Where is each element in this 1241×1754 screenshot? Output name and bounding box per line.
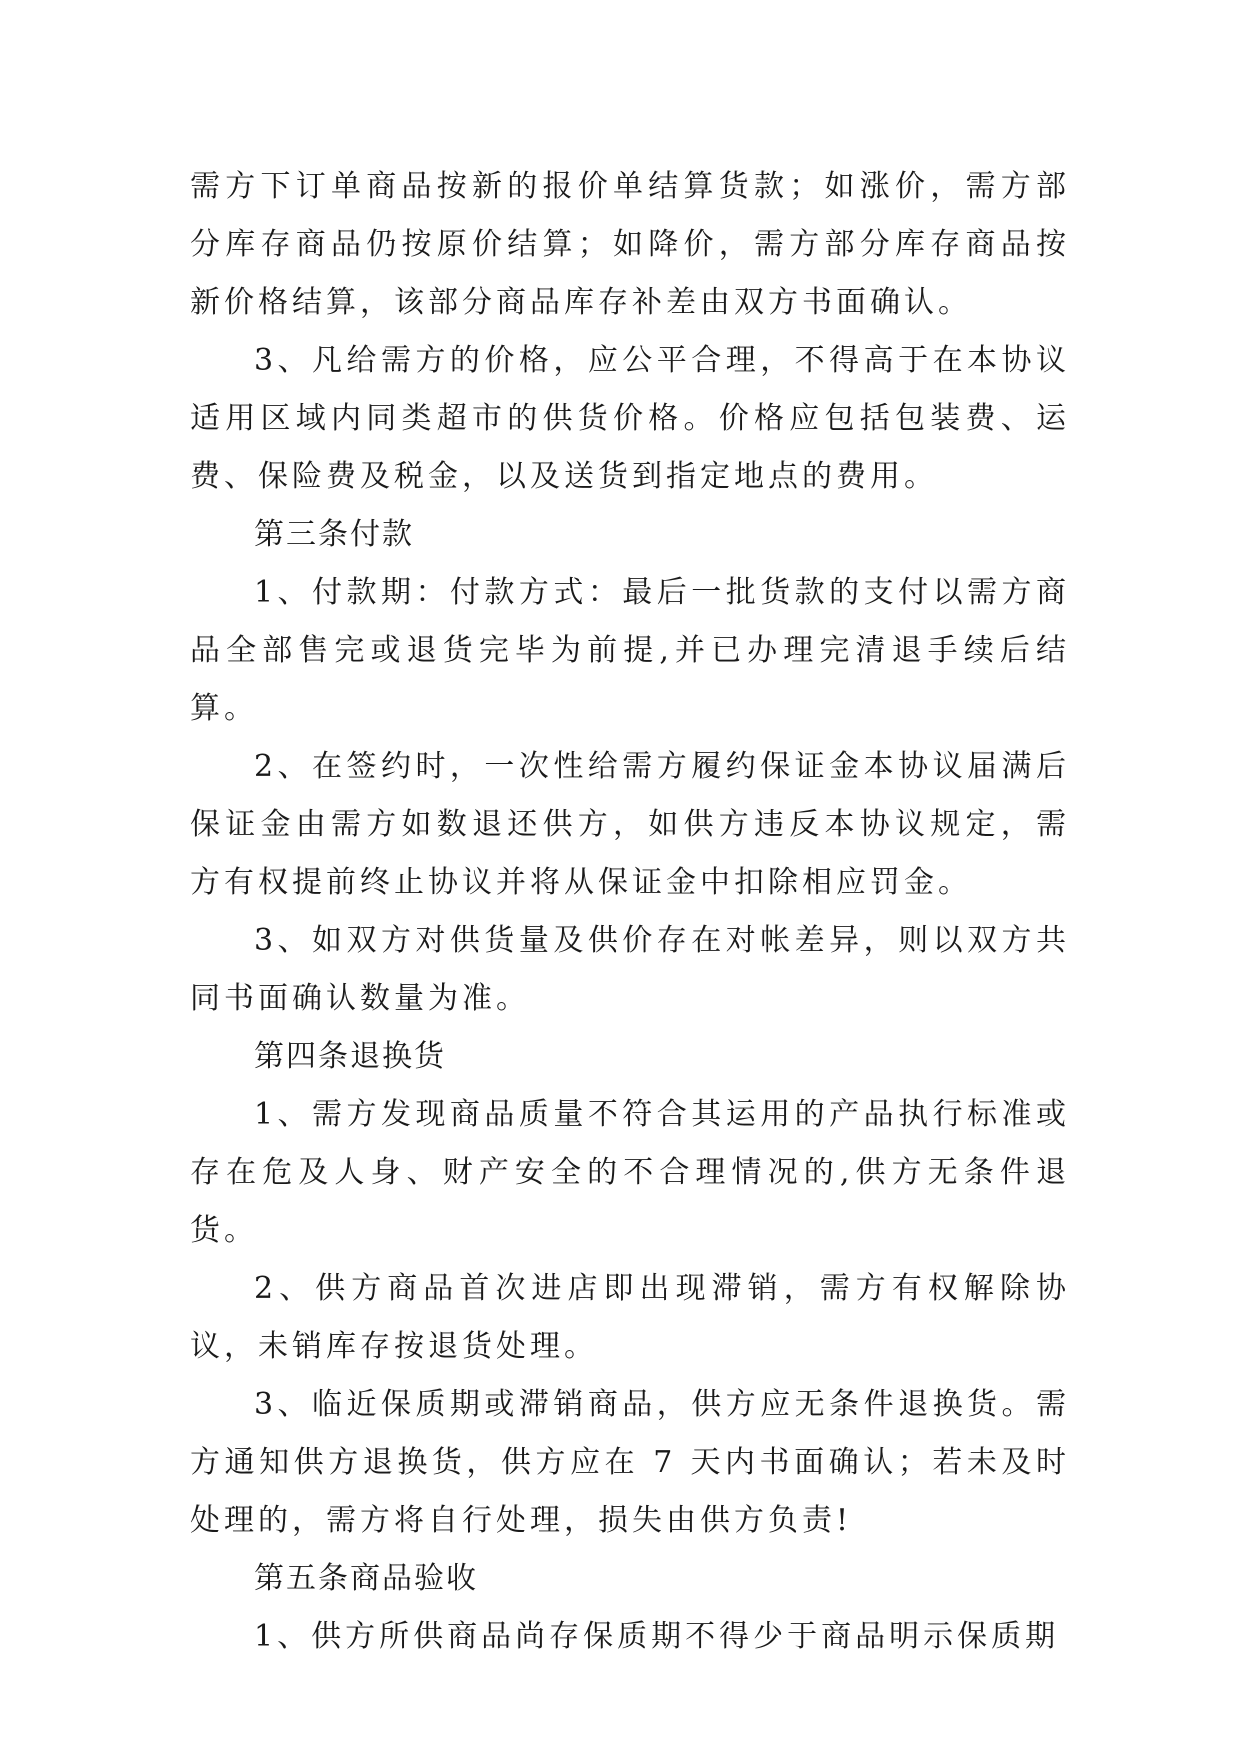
paragraph-payment-term: 1、付款期：付款方式：最后一批货款的支付以需方商品全部售完或退货完毕为前提,并已办理完清退手续后结算。 bbox=[190, 575, 1070, 726]
paragraph-quality-return: 1、需方发现商品质量不符合其运用的产品执行标准或存在危及人身、财产安全的不合理情况的,供方无条件退货。 bbox=[190, 1097, 1070, 1248]
paragraph-price-fairness: 3、凡给需方的价格，应公平合理，不得高于在本协议适用区域内同类超市的供货价格。价格应包括包装费、运费、保险费及税金，以及送货到指定地点的费用。 bbox=[190, 343, 1070, 494]
paragraph-shelf-life: 1、供方所供商品尚存保质期不得少于商品明示保质期 bbox=[254, 1619, 1060, 1654]
document-body bbox=[190, 158, 1070, 1666]
section-heading-returns: 第四条退换货 bbox=[254, 1039, 446, 1074]
paragraph-reconciliation: 3、如双方对供货量及供价存在对帐差异，则以双方共同书面确认数量为准。 bbox=[190, 923, 1070, 1016]
paragraph-price-settlement: 需方下订单商品按新的报价单结算货款；如涨价，需方部分库存商品仍按原价结算；如降价，需方部分库存商品按新价格结算，该部分商品库存补差由双方书面确认。 bbox=[190, 169, 1070, 320]
section-heading-payment: 第三条付款 bbox=[254, 517, 414, 552]
paragraph-deposit: 2、在签约时，一次性给需方履约保证金本协议届满后保证金由需方如数退还供方，如供方违反本协议规定，需方有权提前终止协议并将从保证金中扣除相应罚金。 bbox=[190, 749, 1070, 900]
paragraph-expiry-exchange: 3、临近保质期或滞销商品，供方应无条件退换货。需方通知供方退换货，供方应在 7 天内书面确认；若未及时处理的，需方将自行处理，损失由供方负责! bbox=[190, 1387, 1070, 1538]
paragraph-slow-sales: 2、供方商品首次进店即出现滞销，需方有权解除协议，未销库存按退货处理。 bbox=[190, 1271, 1070, 1364]
section-heading-inspection: 第五条商品验收 bbox=[254, 1561, 478, 1596]
